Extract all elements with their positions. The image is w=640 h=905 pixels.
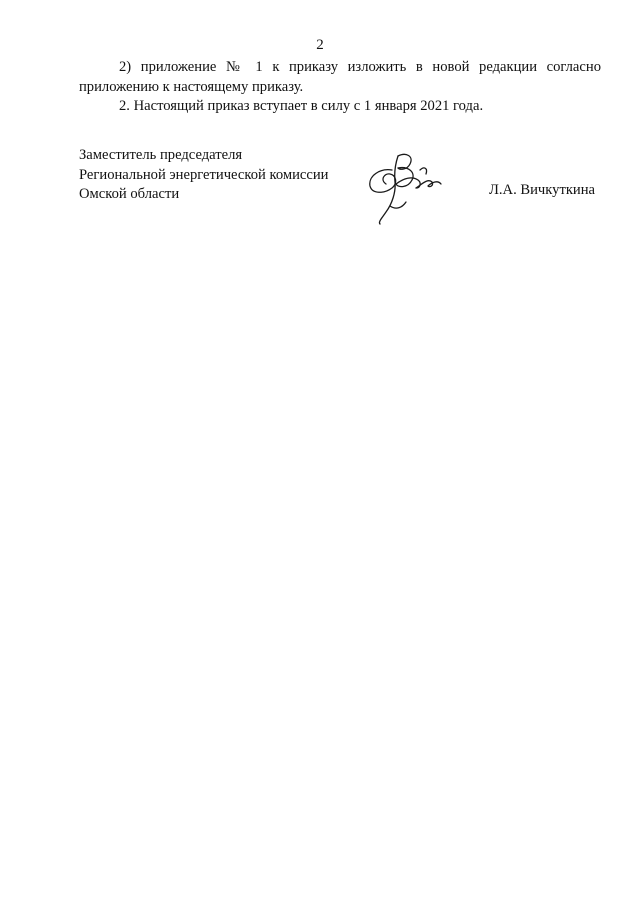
- paragraph-effective-date: 2. Настоящий приказ вступает в силу с 1 января 2021 года.: [119, 98, 484, 114]
- signatory-position: [79, 146, 328, 205]
- document-body: [79, 58, 601, 117]
- position-line: Омской области: [79, 186, 180, 202]
- handwritten-signature: [362, 148, 444, 228]
- signer-name: Л.А. Вичкуткина: [489, 182, 596, 198]
- position-line: Заместитель председателя: [79, 147, 243, 163]
- paragraph-amendment: 2) приложение № 1 к приказу изложить в новой редакции согласно приложению к настоящему приказу.: [79, 59, 601, 95]
- page-number: 2: [316, 37, 324, 53]
- position-line: Региональной энергетической комиссии: [79, 166, 329, 183]
